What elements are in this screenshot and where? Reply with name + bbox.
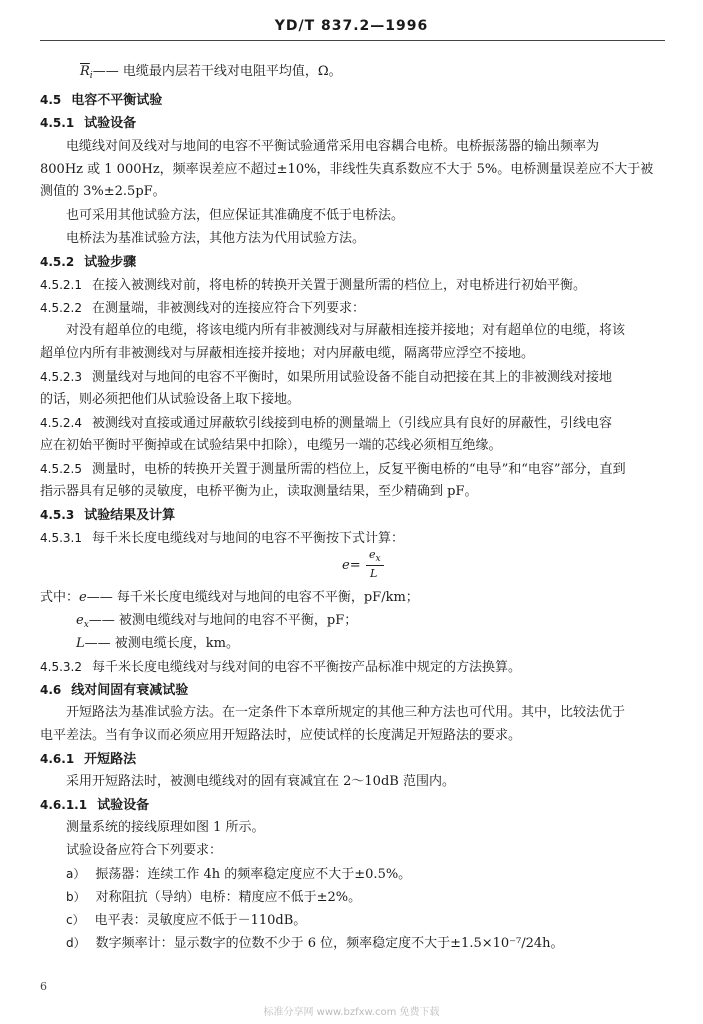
para-line: 超单位内所有非被测线对与屏蔽相连接并接地；对内屏蔽电缆，隔离带应浮空不接地。 [40, 346, 535, 361]
para-line: 电缆线对间及线对与地间的电容不平衡试验通常采用电容耦合电桥。电桥振荡器的输出频率为 [66, 139, 600, 154]
section-4-6-1: 4.6.1 开短路法 [40, 752, 137, 767]
list-item-a: a） 振荡器：连续工作 4h 的频率稳定度应不大于±0.5%。 [66, 867, 412, 882]
list-item-c: c） 电平表：灵敏度应不低于－110dB。 [66, 913, 307, 928]
clause-4-5-3-1: 4.5.3.1 每千米长度电缆线对与地间的电容不平衡按下式计算： [40, 531, 404, 546]
line-1: $\overline{R}_i——$ 电缆最内层若干线对电阻平均值，Ω。 [80, 64, 342, 81]
para-line: 应在初始平衡时平衡掉或在试验结果中扣除），电缆另一端的芯线必须相互绝缘。 [40, 438, 502, 453]
para-line: 试验设备应符合下列要求： [66, 843, 223, 858]
para-line: 对没有超单位的电缆，将该电缆内所有非被测线对与屏蔽相连接并接地；对有超单位的电缆，将该 [66, 323, 626, 338]
clause-4-5-2-1: 4.5.2.1 在接入被测线对前，将电桥的转换开关置于测量所需的档位上，对电桥进行初始平衡。 [40, 278, 586, 293]
where-line-e: 式中：e—— 每千米长度电缆线对与地间的电容不平衡，pF/km； [40, 590, 419, 605]
symbol-r: $\overline{R}$ [80, 64, 90, 79]
para-line: 也可采用其他试验方法，但应保证其准确度不低于电桥法。 [66, 208, 405, 223]
para-line: 测值的 3%±2.5pF。 [40, 184, 166, 199]
clause-4-5-3-2: 4.5.3.2 每千米长度电缆线对与线对间的电容不平衡按产品标准中规定的方法换算。 [40, 660, 521, 675]
formula: e= $e_x$ L [342, 548, 422, 584]
clause-4-5-2-3: 4.5.2.3 测量线对与地间的电容不平衡时，如果所用试验设备不能自动把接在其上的非被测线对接地 [40, 370, 612, 385]
where-line-l: L—— 被测电缆长度，km。 [76, 636, 239, 651]
clause-4-5-2-2: 4.5.2.2 在测量端，非被测线对的连接应符合下列要求： [40, 301, 365, 316]
section-4-5-2: 4.5.2 试验步骤 [40, 255, 137, 270]
para-line: 开短路法为基准试验方法。在一定条件下本章所规定的其他三种方法也可代用。其中，比较法优于 [66, 705, 626, 720]
page-number: 6 [40, 980, 47, 993]
para-line: 测量系统的接线原理如图 1 所示。 [66, 820, 265, 835]
section-4-6: 4.6 线对间固有衰减试验 [40, 683, 189, 698]
para-line: 800Hz 或 1 000Hz，频率误差应不超过±10%，非线性失真系数应不大于 5%。电桥测量误差应不大于被 [40, 162, 654, 177]
standard-code-header: YD/T 837.2—1996 [274, 18, 429, 34]
list-item-b: b） 对称阻抗（导纳）电桥：精度应不低于±2%。 [66, 890, 362, 905]
list-item-d: d） 数字频率计：显示数字的位数不少于 6 位，频率稳定度不大于±1.5×10⁻⁷/24h。 [66, 936, 564, 951]
header-rule [40, 40, 665, 41]
clause-4-5-2-5: 4.5.2.5 测量时，电桥的转换开关置于测量所需的档位上，反复平衡电桥的“电导”和“电容”部分，直到 [40, 462, 626, 477]
clause-4-5-2-4: 4.5.2.4 被测线对直接或通过屏蔽软引线接到电桥的测量端上（引线应具有良好的屏蔽性，引线电容 [40, 416, 612, 431]
para-line: 的话，则必须把他们从试验设备上取下接地。 [40, 392, 301, 407]
section-4-6-1-1: 4.6.1.1 试验设备 [40, 798, 150, 813]
section-4-5: 4.5 电容不平衡试验 [40, 93, 163, 108]
para-line: 电平差法。当有争议而必须应用开短路法时，应使试样的长度满足开短路法的要求。 [40, 728, 522, 743]
para-line: 电桥法为基准试验方法，其他方法为代用试验方法。 [66, 231, 366, 246]
section-4-5-3: 4.5.3 试验结果及计算 [40, 508, 176, 523]
section-4-5-1: 4.5.1 试验设备 [40, 116, 137, 131]
para-line: 采用开短路法时，被测电缆线对的固有衰减宜在 2～10dB 范围内。 [66, 774, 455, 789]
watermark: 标准分享网 www.bzfxw.com 免费下载 [263, 1007, 440, 1018]
para-line: 指示器具有足够的灵敏度，电桥平衡为止，读取测量结果，至少精确到 pF。 [40, 484, 478, 499]
symbol-r-sub: i [89, 71, 93, 81]
where-line-ex: $e_x——$ 被测电缆线对与地间的电容不平衡，pF； [76, 613, 358, 630]
